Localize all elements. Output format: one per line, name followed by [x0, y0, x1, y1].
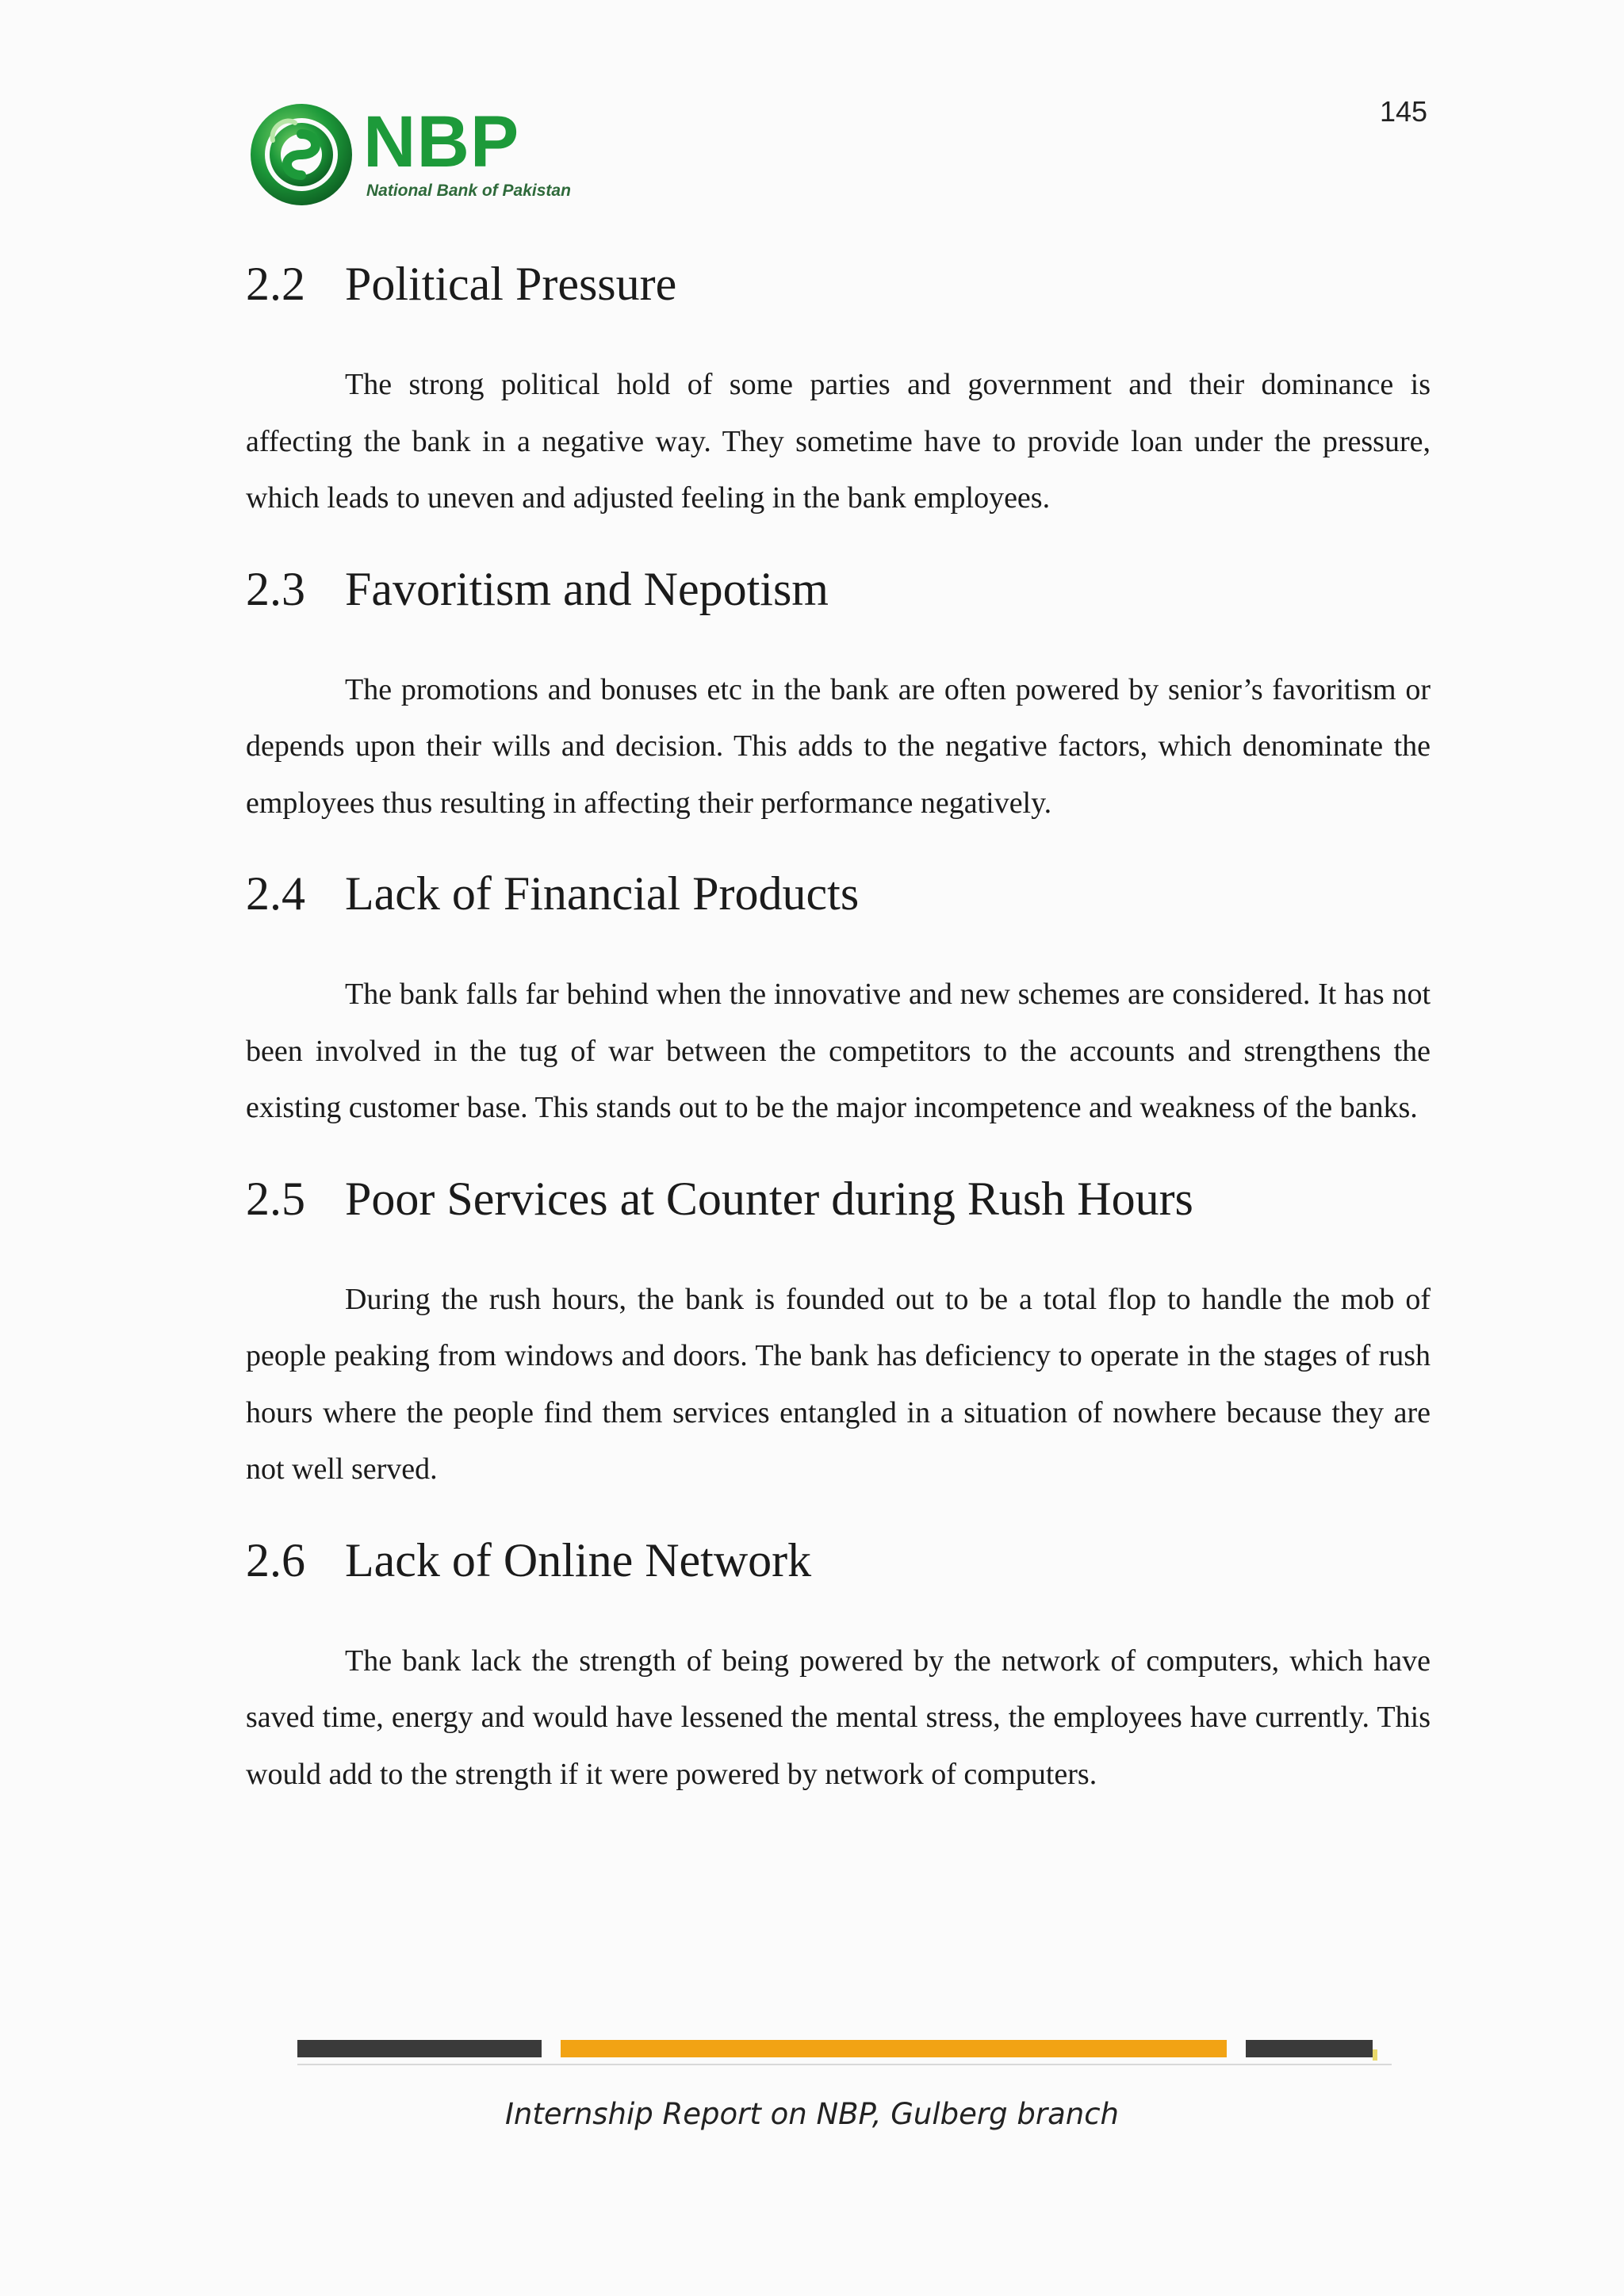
section-number: 2.4 — [246, 867, 305, 920]
page-number: 145 — [1380, 95, 1428, 128]
section-number: 2.5 — [246, 1172, 305, 1225]
section-heading — [246, 1167, 1431, 1230]
section-paragraph: The promotions and bonuses etc in the bank are often powered by senior’s favoritism or depends upon their wills and decision. This adds to the negative factors, which denominate the employees thus resulting in affecting their performance negatively. — [246, 672, 1431, 820]
logo-abbreviation: NBP — [363, 101, 520, 182]
section-heading — [246, 557, 1431, 621]
section-heading — [246, 252, 1431, 316]
footer-decorative-bars — [297, 2034, 1392, 2065]
main-content — [246, 252, 1431, 1833]
section-number: 2.3 — [246, 562, 305, 615]
section-paragraph: During the rush hours, the bank is founded out to be a total flop to handle the mob of people peaking from windows and doors. The bank has deficiency to operate in the stages of rush hours where the people find them services entangled in a situation of nowhere because they are not well served. — [246, 1282, 1431, 1486]
nbp-logo — [246, 99, 619, 218]
section-financial-products — [246, 862, 1431, 1137]
section-paragraph: The bank falls far behind when the innovative and new schemes are considered. It has not been involved in the tug of war between the competitors to the accounts and strengthens the existing customer base. This stands out to be the major incompetence and weakness of the banks. — [246, 978, 1431, 1124]
section-online-network — [246, 1529, 1431, 1804]
section-paragraph: The bank lack the strength of being powered by the network of computers, which have saved time, energy and would have lessened the mental stress, the employees have currently. This would add to the strength if it were powered by network of computers. — [246, 1644, 1431, 1791]
footer-bar-accent — [1373, 2049, 1377, 2061]
section-number: 2.2 — [246, 258, 305, 310]
section-heading — [246, 862, 1431, 925]
footer-rule — [297, 2064, 1392, 2065]
section-favoritism-nepotism — [246, 557, 1431, 832]
section-rush-hours — [246, 1167, 1431, 1498]
section-number: 2.6 — [246, 1533, 305, 1586]
footer-bar-dark-right — [1246, 2040, 1373, 2057]
footer-caption: Internship Report on NBP, Gulberg branch — [504, 2097, 1119, 2131]
nbp-emblem-icon — [246, 99, 357, 210]
logo-full-name: National Bank of Pakistan — [366, 182, 571, 200]
section-heading — [246, 1529, 1431, 1592]
section-title: Lack of Online Network — [345, 1533, 812, 1586]
footer-bar-dark-left — [297, 2040, 542, 2057]
section-paragraph: The strong political hold of some parties and government and their dominance is affecting the bank in a negative way. They sometime have to provide loan under the pressure, which leads to uneven and adjusted feeling in the bank employees. — [246, 368, 1431, 515]
section-title: Poor Services at Counter during Rush Hours — [345, 1172, 1193, 1225]
section-title: Lack of Financial Products — [345, 867, 860, 920]
footer-bar-orange — [561, 2040, 1227, 2057]
section-political-pressure — [246, 252, 1431, 527]
section-title: Favoritism and Nepotism — [345, 562, 829, 615]
section-title: Political Pressure — [345, 258, 677, 310]
